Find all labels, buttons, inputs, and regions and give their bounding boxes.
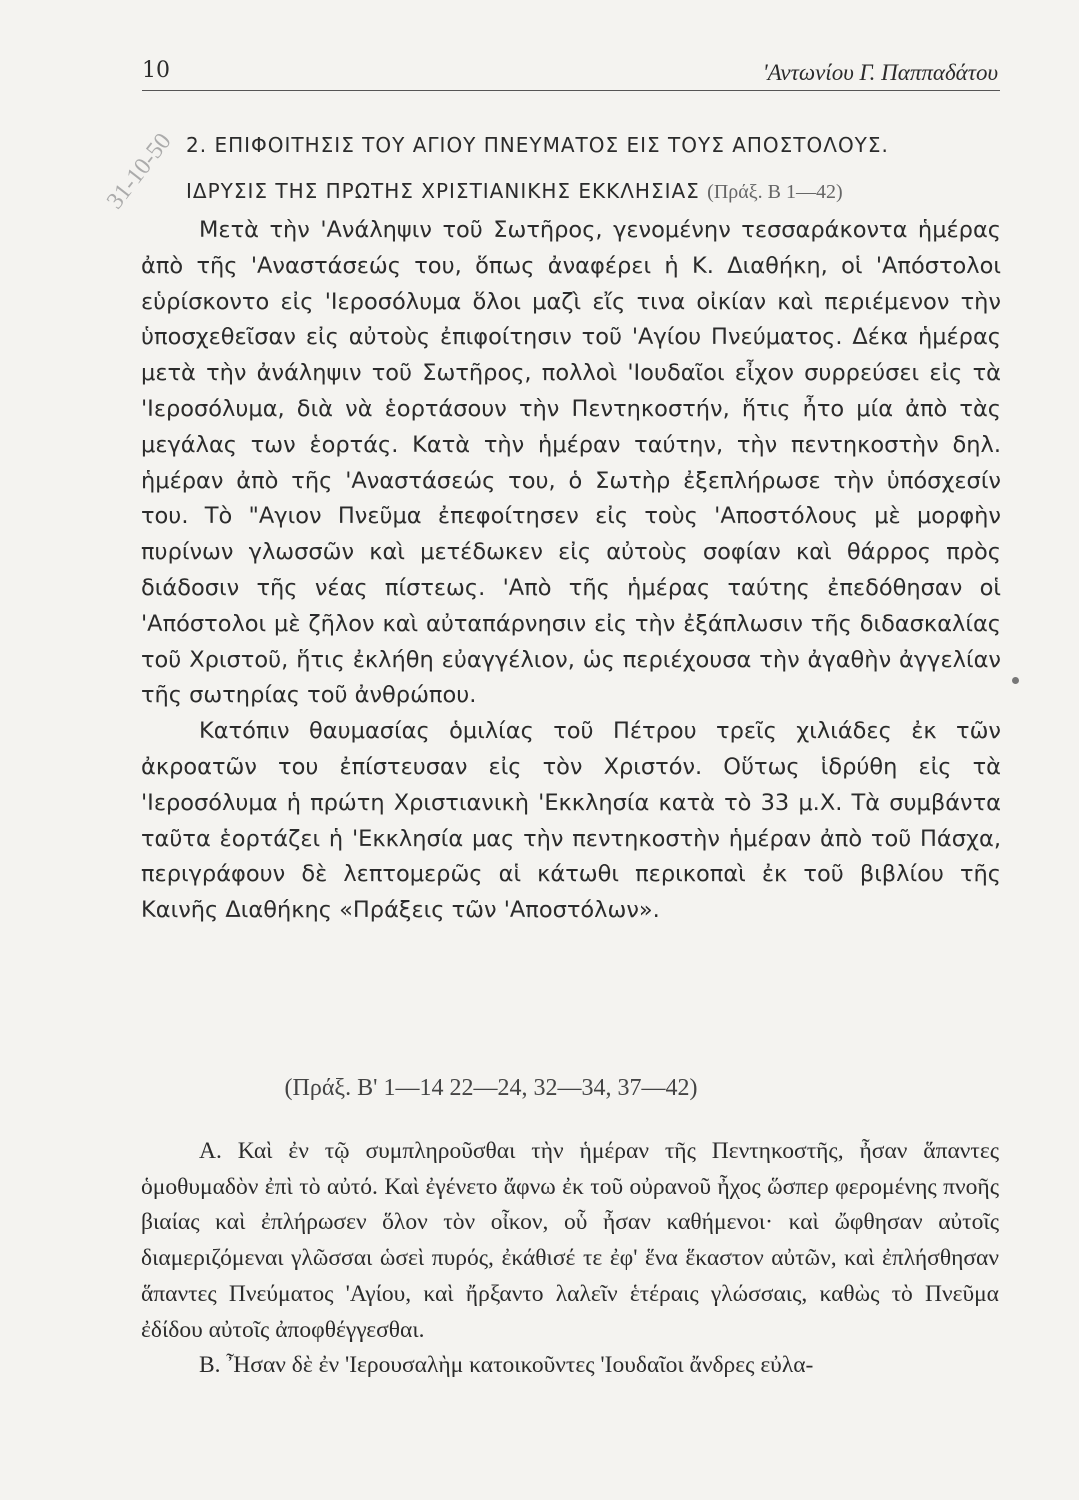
margin-dot [1012,677,1019,684]
page-header [142,54,1000,91]
section-heading-title: ΙΔΡΥΣΙΣ ΤΗΣ ΠΡΩΤΗΣ ΧΡΙΣΤΙΑΝΙΚΗΣ ΕΚΚΛΗΣΙΑΣ [186,179,700,203]
scripture-verse-a: Α. Καὶ ἐν τῷ συμπληροῦσθαι τὴν ἡμέραν τῆς Πεντηκοστῆς, ἦσαν ἅπαντες ὁμοθυμαδὸν ἐπὶ τὸ αὐτό. Καὶ ἐγένετο ἄφνω ἐκ τοῦ οὐρανοῦ ἦχος ὥσπερ φερομένης πνοῆς βιαίας καὶ ἐπλήρωσεν ὅλον τὸν οἶκον, οὗ ἦσαν καθήμενοι· καὶ ὤφθησαν αὐτοῖς διαμεριζόμεναι γλῶσσαι ὡσεὶ πυρός, ἐκάθισέ τε ἐφ' ἕνα ἕκαστον αὐτῶν, καὶ ἐπλήσθησαν ἅπαντες Πνεύματος 'Αγίου, καὶ ἤρξαντο λαλεῖν ἑτέραις γλώσσαις, καθὼς τὸ Πνεῦμα ἐδίδου αὐτοῖς ἀποφθέγγεσθαι. [141,1138,999,1343]
section-heading-reference: (Πράξ. Β 1—42) [707,181,843,203]
running-head: 'Αντωνίου Γ. Παππαδάτου [762,60,998,85]
section-heading-line-2 [186,168,986,215]
section-heading [186,122,986,215]
page-number: 10 [142,58,170,83]
section-heading-line-1: 2. ΕΠΙΦΟΙΤΗΣΙΣ ΤΟΥ ΑΓΙΟΥ ΠΝΕΥΜΑΤΟΣ ΕΙΣ ΤΟΥΣ ΑΠΟΣΤΟΛΟΥΣ. [186,133,889,157]
body-paragraph-2: Κατόπιν θαυμασίας ὁμιλίας τοῦ Πέτρου τρεῖς χιλιάδες ἐκ τῶν ἀκροατῶν του ἐπίστευσαν εἰς τὸν Χριστόν. Οὕτως ἱδρύθη εἰς τὰ 'Ιεροσόλυμα ἡ πρώτη Χριστιανικὴ 'Εκκλησία κατὰ τὸ 33 μ.Χ. Τὰ συμβάντα ταῦτα ἑορτάζει ἡ 'Εκκλησία μας τὴν πεντηκοστὴν ἡμέραν ἀπὸ τοῦ Πάσχα, περιγράφουν δὲ λεπτομερῶς αἱ κάτωθι περικοπαὶ ἐκ τοῦ βιβλίου τῆς Καινῆς Διαθήκης «Πράξεις τῶν 'Αποστόλων». [141,718,1001,924]
scripture-verse-b: Β. Ἦσαν δὲ ἐν 'Ιερουσαλὴμ κατοικοῦντες 'Ιουδαῖοι ἄνδρες εὐλα- [199,1352,814,1379]
handwritten-date-stamp: 31-10-50 [102,128,177,215]
scripture-reference: (Πράξ. Β' 1—14 22—24, 32—34, 37—42) [284,1075,698,1101]
scripture-text [141,1134,999,1384]
body-text [141,213,1001,929]
body-paragraph-1: Μετὰ τὴν 'Ανάληψιν τοῦ Σωτῆρος, γενομένην τεσσαράκοντα ἡμέρας ἀπὸ τῆς 'Αναστάσεώς του, ὅπως ἀναφέρει ἡ Κ. Διαθήκη, οἱ 'Απόστολοι εὑρίσκοντο εἰς 'Ιεροσόλυμα ὅλοι μαζὶ εἴς τινα οἰκίαν καὶ περιέμενον τὴν ὑποσχεθεῖσαν εἰς αὐτοὺς ἐπιφοίτησιν τοῦ 'Αγίου Πνεύματος. Δέκα ἡμέρας μετὰ τὴν ἀνάληψιν τοῦ Σωτῆρος, πολλοὶ 'Ιουδαῖοι εἶχον συρρεύσει εἰς τὰ 'Ιεροσόλυμα, διὰ νὰ ἑορτάσουν τὴν Πεντηκοστήν, ἥτις ἦτο μία ἀπὸ τὰς μεγάλας των ἑορτάς. Κατὰ τὴν ἡμέραν ταύτην, τὴν πεντηκοστὴν δηλ. ἡμέραν ἀπὸ τῆς 'Αναστάσεώς του, ὁ Σωτὴρ ἐξεπλήρωσε τὴν ὑπόσχεσίν του. Τὸ "Αγιον Πνεῦμα ἐπεφοίτησεν εἰς τοὺς 'Αποστόλους μὲ μορφὴν πυρίνων γλωσσῶν καὶ μετέδωκεν εἰς αὐτοὺς σοφίαν καὶ θάρρος πρὸς διάδοσιν τῆς νέας πίστεως. 'Απὸ τῆς ἡμέρας ταύτης ἐπεδόθησαν οἱ 'Απόστολοι μὲ ζῆλον καὶ αὐταπάρνησιν εἰς τὴν ἐξάπλωσιν τῆς διδασκαλίας τοῦ Χριστοῦ, ἥτις ἐκλήθη εὐαγγέλιον, ὡς περιέχουσα τὴν ἀγαθὴν ἀγγελίαν τῆς σωτηρίας τοῦ ἀνθρώπου. [141,217,1001,709]
